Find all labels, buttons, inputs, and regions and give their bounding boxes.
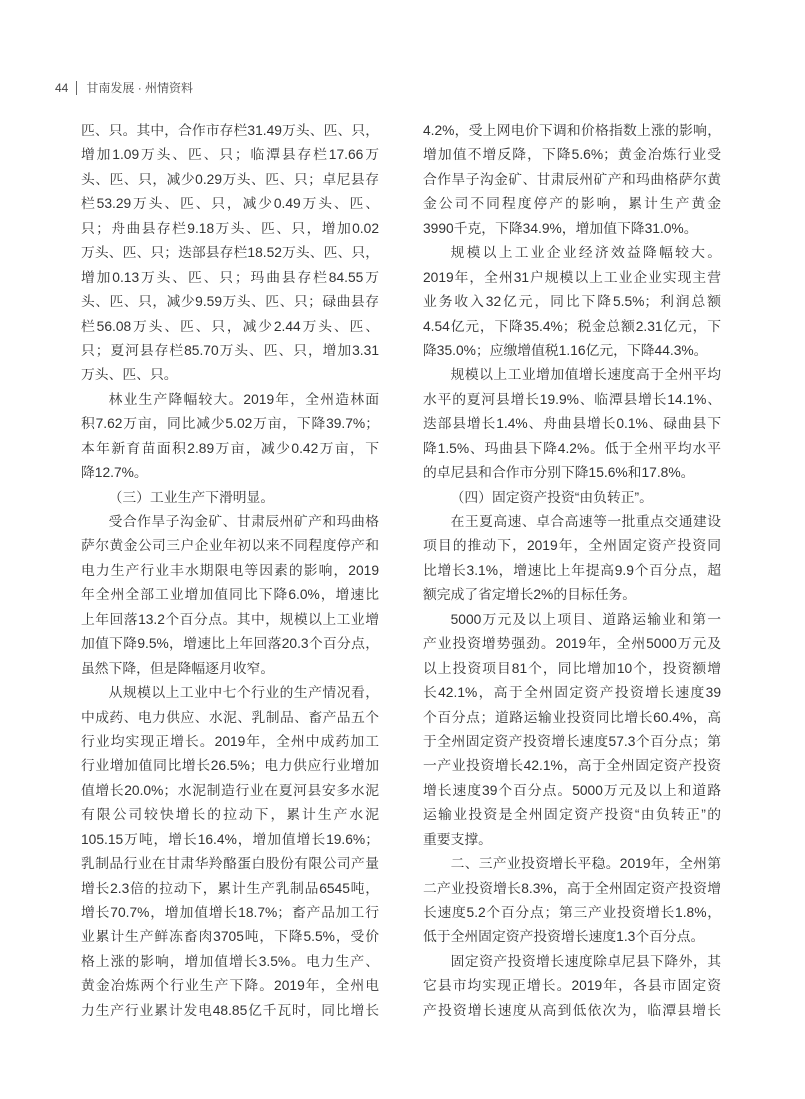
text-line: 降12.7%。 — [81, 465, 148, 481]
text-line: 二、三产业投资增长平稳。2019年，全州第 — [450, 856, 721, 872]
text-line: 降1.5%、玛曲县下降4.2%。低于全州平均水平 — [423, 440, 721, 456]
text-line: 个百分点；道路运输业投资同比增长60.4%，高 — [423, 709, 721, 725]
text-line: 增加值不增反降，下降5.6%；黄金冶炼行业受 — [423, 147, 721, 163]
text-line: 水平的夏河县增长19.9%、临潭县增长14.1%、 — [423, 391, 721, 407]
text-line: 林业生产降幅较大。2019年，全州造林面 — [108, 391, 379, 407]
text-line: 的卓尼县和合作市分别下降15.6%和17.8%。 — [423, 465, 695, 481]
text-line: 规模以上工业增加值增长速度高于全州平均 — [450, 367, 721, 383]
text-line: 增长70.7%，增加值增长18.7%；畜产品加工行 — [81, 905, 379, 920]
paragraph — [423, 363, 721, 485]
text-line: 上年回落13.2个百分点。其中，规模以上工业增 — [81, 611, 379, 627]
running-header — [55, 80, 193, 96]
text-line: 业务收入32亿元，同比下降5.5%；利润总额 — [423, 294, 721, 310]
text-line: 行业均实现正增长。2019年，全州中成药加工 — [81, 733, 379, 749]
text-line: 乳制品行业在甘肃华羚酪蛋白股份有限公司产量 — [81, 856, 379, 872]
paragraph — [423, 852, 721, 950]
text-line: 项目的推动下，2019年，全州固定资产投资同 — [423, 538, 721, 554]
text-line: 产投资增长速度从高到低依次为，临潭县增长 — [423, 1002, 721, 1018]
text-line: 栏56.08万头、匹、只，减少2.44万头、匹、 — [81, 318, 379, 334]
text-line: 以上投资项目81个，同比增加10个，投资额增 — [423, 660, 721, 676]
paragraph — [81, 681, 379, 1023]
paragraph — [423, 241, 721, 363]
text-line: 于全州固定资产投资增长速度57.3个百分点；第 — [423, 733, 721, 749]
text-line: 金公司不同程度停产的影响，累计生产黄金 — [423, 196, 721, 212]
text-line: 105.15万吨，增长16.4%，增加值增长19.6%； — [81, 831, 379, 847]
text-line: 黄金冶炼两个行业生产下降。2019年，全州电 — [81, 978, 379, 994]
text-line: 4.2%，受上网电价下调和价格指数上涨的影响， — [423, 123, 721, 138]
text-line: 业累计生产鲜冻畜肉3705吨，下降5.5%，受价 — [81, 929, 379, 945]
paragraph — [81, 510, 379, 681]
text-line: 低于全州固定资产投资增长速度1.3个百分点。 — [423, 929, 705, 945]
text-line: 万头、匹、只；迭部县存栏18.52万头、匹、只， — [81, 245, 379, 261]
text-line: 有限公司较快增长的拉动下，累计生产水泥 — [81, 807, 379, 823]
text-line: 长速度5.2个百分点；第三产业投资增长1.8%， — [423, 905, 721, 920]
text-line: 降35.0%；应缴增值税1.16亿元，下降44.3%。 — [423, 342, 708, 358]
text-line: 行业增加值同比增长26.5%；电力供应行业增加 — [81, 758, 379, 774]
left-column — [81, 119, 379, 1023]
text-line: 电力生产行业丰水期限电等因素的影响，2019 — [81, 562, 379, 578]
text-line: 增长2.3倍的拉动下，累计生产乳制品6545吨， — [81, 880, 379, 896]
text-line: 比增长3.1%，增速比上年提高9.9个百分点，超 — [423, 562, 721, 578]
section-heading: （三）工业生产下滑明显。 — [108, 489, 275, 505]
paragraph — [423, 119, 721, 241]
text-line: 在王夏高速、卓合高速等一批重点交通建设 — [450, 514, 721, 529]
paragraph — [81, 388, 379, 486]
text-line: 从规模以上工业中七个行业的生产情况看， — [108, 685, 379, 701]
paragraph — [81, 119, 379, 388]
text-line: 增加0.13万头、匹、只；玛曲县存栏84.55万 — [81, 269, 379, 285]
page-number: 44 — [55, 81, 69, 95]
publication-title: 甘南发展 · 州情资料 — [86, 81, 194, 95]
text-line: 匹、只。其中，合作市存栏31.49万头、匹、只， — [81, 123, 379, 138]
section-heading: （四）固定资产投资“由负转正”。 — [450, 489, 653, 505]
text-line: 额完成了省定增长2%的目标任务。 — [423, 587, 637, 603]
text-line: 头、匹、只，减少9.59万头、匹、只；碌曲县存 — [81, 294, 379, 310]
text-line: 值增长20.0%；水泥制造行业在夏河县安多水泥 — [81, 782, 379, 798]
text-line: 它县市均实现正增长。2019年，各县市固定资 — [423, 978, 721, 994]
text-line: 产业投资增势强劲。2019年，全州5000万元及 — [423, 636, 721, 652]
text-line: 格上涨的影响，增加值增长3.5%。电力生产、 — [81, 953, 379, 969]
text-line: 2019年，全州31户规模以上工业企业实现主营 — [423, 269, 721, 285]
paragraph — [423, 950, 721, 1023]
text-line: 积7.62万亩，同比减少5.02万亩，下降39.7%； — [81, 416, 379, 432]
text-line: 运输业投资是全州固定资产投资“由负转正”的 — [423, 807, 721, 823]
text-line: 3990千克，下降34.9%，增加值下降31.0%。 — [423, 220, 698, 236]
text-line: 重要支撑。 — [423, 831, 492, 847]
text-line: 一产业投资增长42.1%，高于全州固定资产投资 — [423, 758, 721, 774]
text-line: 长42.1%，高于全州固定资产投资增长速度39 — [423, 685, 721, 701]
text-line: 5000万元及以上项目、道路运输业和第一 — [450, 611, 721, 627]
text-line: 萨尔黄金公司三户企业年初以来不同程度停产和 — [81, 538, 379, 554]
text-line: 本年新育苗面积2.89万亩，减少0.42万亩，下 — [81, 440, 379, 456]
text-line: 加值下降9.5%，增速比上年回落20.3个百分点， — [81, 636, 379, 652]
text-line: 增长速度39个百分点。5000万元及以上和道路 — [423, 782, 721, 798]
text-line: 中成药、电力供应、水泥、乳制品、畜产品五个 — [81, 709, 379, 725]
text-line: 受合作旱子沟金矿、甘肃辰州矿产和玛曲格 — [108, 514, 379, 529]
text-line: 迭部县增长1.4%、舟曲县增长0.1%、碌曲县下 — [423, 416, 721, 432]
text-line: 二产业投资增长8.3%，高于全州固定资产投资增 — [423, 880, 721, 896]
text-line: 增加1.09万头、匹、只；临潭县存栏17.66万 — [81, 147, 379, 163]
header-divider — [76, 81, 77, 95]
text-line: 只；舟曲县存栏9.18万头、匹、只，增加0.02 — [81, 220, 379, 236]
text-line: 力生产行业累计发电48.85亿千瓦时，同比增长 — [81, 1002, 379, 1018]
text-line: 栏53.29万头、匹、只，减少0.49万头、匹、 — [81, 196, 379, 212]
right-column — [423, 119, 721, 1023]
text-line: 规模以上工业企业经济效益降幅较大。 — [450, 245, 721, 261]
text-line: 头、匹、只，减少0.29万头、匹、只；卓尼县存 — [81, 171, 379, 187]
paragraph — [423, 510, 721, 608]
text-line: 固定资产投资增长速度除卓尼县下降外，其 — [450, 953, 721, 969]
text-line: 4.54亿元，下降35.4%；税金总额2.31亿元，下 — [423, 318, 721, 334]
text-line: 年全州全部工业增加值同比下降6.0%，增速比 — [81, 587, 379, 603]
text-line: 只；夏河县存栏85.70万头、匹、只，增加3.31 — [81, 342, 379, 358]
paragraph — [423, 608, 721, 852]
text-line: 合作旱子沟金矿、甘肃辰州矿产和玛曲格萨尔黄 — [423, 171, 721, 187]
text-line: 虽然下降，但是降幅逐月收窄。 — [81, 660, 275, 676]
text-line: 万头、匹、只。 — [81, 367, 178, 383]
